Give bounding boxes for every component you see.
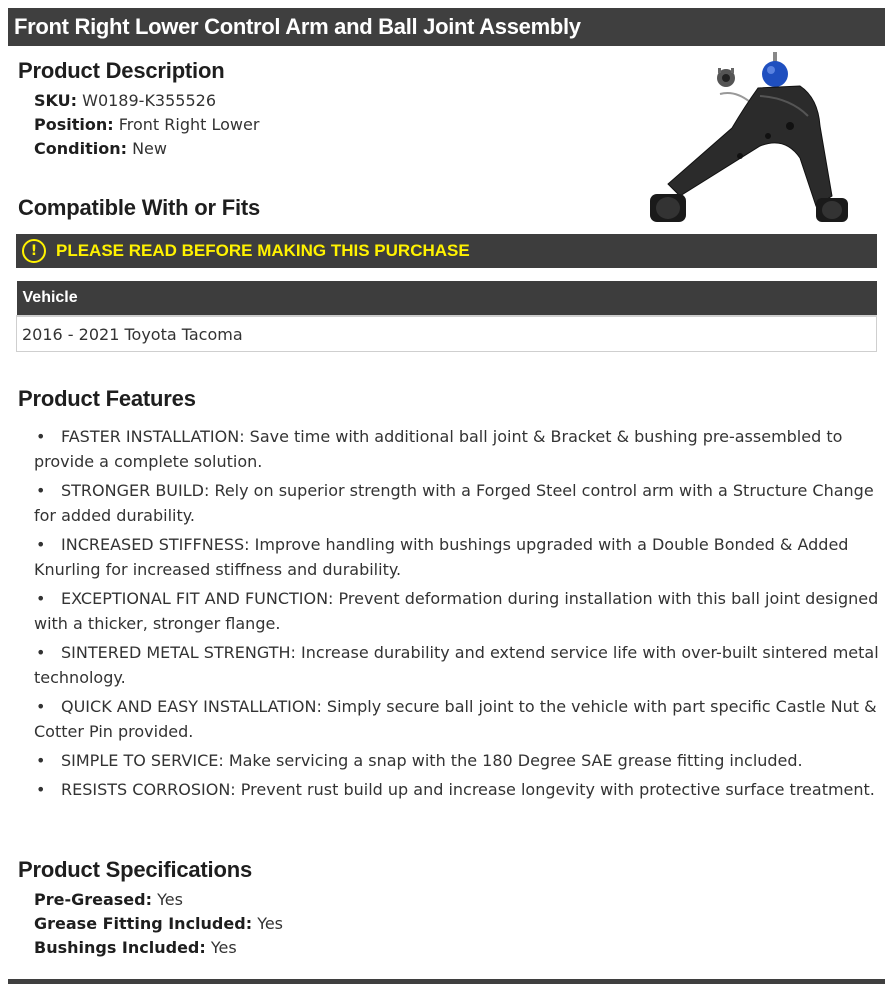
feature-text: SIMPLE TO SERVICE: Make servicing a snap with the 180 Degree SAE grease fitting included. xyxy=(61,751,803,770)
bushings-label: Bushings Included: xyxy=(34,938,206,957)
bullet-icon: • xyxy=(36,697,46,716)
grease-fitting-value: Yes xyxy=(257,914,284,933)
condition-field xyxy=(34,139,167,158)
vehicle-cell: 2016 - 2021 Toyota Tacoma xyxy=(17,316,877,352)
grease-fitting-label: Grease Fitting Included: xyxy=(34,914,253,933)
vehicle-column-header: Vehicle xyxy=(17,281,877,316)
list-item xyxy=(34,424,884,474)
features-list xyxy=(34,424,884,806)
bullet-icon: • xyxy=(36,481,46,500)
bullet-icon: • xyxy=(36,643,46,662)
feature-text: FASTER INSTALLATION: Save time with additional ball joint & Bracket & bushing pre-assembled to provide a complete solution. xyxy=(34,427,843,471)
sku-label: SKU: xyxy=(34,91,78,110)
sku-value: W0189-K355526 xyxy=(82,91,217,110)
list-item xyxy=(34,586,884,636)
pre-greased-field xyxy=(34,890,183,909)
sku-field xyxy=(34,91,216,110)
position-value: Front Right Lower xyxy=(118,115,260,134)
control-arm-image xyxy=(640,46,860,226)
bullet-icon: • xyxy=(36,780,46,799)
bullet-icon: • xyxy=(36,535,46,554)
feature-text: RESISTS CORROSION: Prevent rust build up and increase longevity with protective surface treatment. xyxy=(61,780,875,799)
pre-greased-label: Pre-Greased: xyxy=(34,890,153,909)
warning-circle-icon: ! xyxy=(22,239,46,263)
castle-nut-icon xyxy=(717,68,735,87)
product-features-heading: Product Features xyxy=(18,386,196,411)
list-item xyxy=(34,777,884,802)
ball-joint-icon xyxy=(762,52,788,87)
feature-text: STRONGER BUILD: Rely on superior strength with a Forged Steel control arm with a Structure Change for added durability. xyxy=(34,481,874,525)
feature-text: QUICK AND EASY INSTALLATION: Simply secure ball joint to the vehicle with part specific Castle Nut & Cotter Pin provided. xyxy=(34,697,877,741)
feature-text: INCREASED STIFFNESS: Improve handling with bushings upgraded with a Double Bonded & Added Knurling for increased stiffness and durability. xyxy=(34,535,849,579)
arm-body-icon xyxy=(668,86,832,206)
warning-banner xyxy=(16,234,877,268)
table-row xyxy=(17,316,877,352)
position-field xyxy=(34,115,259,134)
bottom-divider xyxy=(8,979,885,984)
list-item xyxy=(34,640,884,690)
vehicle-table xyxy=(16,281,877,352)
feature-text: SINTERED METAL STRENGTH: Increase durability and extend service life with over-built sintered metal technology. xyxy=(34,643,879,687)
list-item xyxy=(34,694,884,744)
bullet-icon: • xyxy=(36,589,46,608)
list-item xyxy=(34,532,884,582)
bullet-icon: • xyxy=(36,427,46,446)
list-item xyxy=(34,478,884,528)
product-specifications-heading: Product Specifications xyxy=(18,857,252,882)
product-description-heading: Product Description xyxy=(18,58,225,83)
list-item xyxy=(34,748,884,773)
compatible-heading: Compatible With or Fits xyxy=(18,195,261,220)
condition-label: Condition: xyxy=(34,139,127,158)
pre-greased-value: Yes xyxy=(157,890,183,909)
page-title: Front Right Lower Control Arm and Ball Joint Assembly xyxy=(8,8,885,46)
cotter-pin-icon xyxy=(720,93,750,102)
grease-fitting-field xyxy=(34,914,283,933)
position-label: Position: xyxy=(34,115,114,134)
bullet-icon: • xyxy=(36,751,46,770)
warning-text: PLEASE READ BEFORE MAKING THIS PURCHASE xyxy=(56,241,470,260)
bushings-field xyxy=(34,938,237,957)
bushings-value: Yes xyxy=(210,938,237,957)
feature-text: EXCEPTIONAL FIT AND FUNCTION: Prevent deformation during installation with this ball joint designed with a thicker, stronger flange. xyxy=(34,589,879,633)
condition-value: New xyxy=(132,139,167,158)
